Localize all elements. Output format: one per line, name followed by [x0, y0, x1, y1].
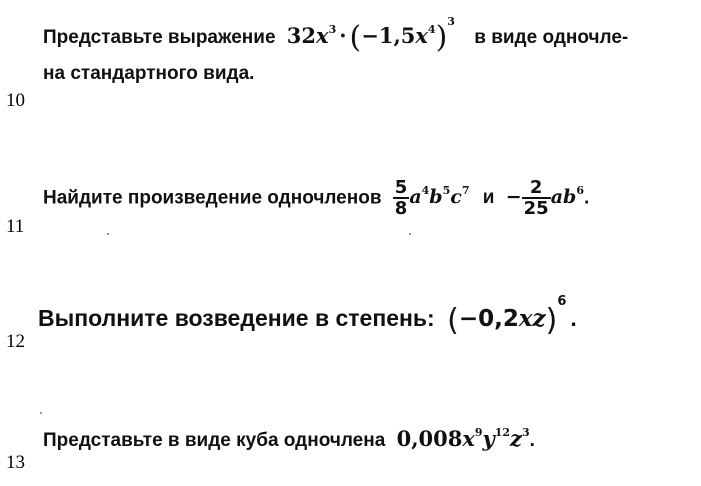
problem-11-conjunction: и	[482, 187, 495, 209]
problem-number-10: 10	[6, 90, 25, 111]
fraction-5-8: $\frac{5}{8}$	[394, 177, 408, 220]
problem-10-expression: $32x^3 \cdot (-1,5x^4)^3$	[286, 15, 455, 55]
problem-12-period: .	[570, 305, 577, 331]
problem-12-text: Выполните возведение в степень:	[38, 305, 435, 331]
problem-11-period: .	[583, 187, 590, 209]
problem-number-12: 12	[6, 331, 25, 352]
problem-10-tail: в виде одночле-	[474, 27, 629, 48]
problem-13-line	[43, 426, 535, 452]
minus-sign: −	[505, 186, 522, 209]
scan-speck	[107, 233, 109, 235]
problem-13-expression: $0,008x^9y^{12}z^3$	[396, 426, 530, 451]
problem-10-line2: на стандартного вида.	[43, 63, 255, 84]
problem-10-text: Представьте выражение	[43, 27, 276, 48]
problem-number-13: 13	[6, 452, 25, 473]
scan-speck	[40, 412, 42, 414]
problem-number-11: 11	[6, 216, 25, 237]
fraction-2-25: $\frac{2}{25}$	[523, 177, 549, 220]
problem-11-monomial-1: $a^4b^5c^7$	[409, 184, 470, 209]
problem-13-text: Представьте в виде куба одночлена	[43, 430, 386, 451]
problem-10-line1	[43, 15, 629, 55]
problem-11-text: Найдите произведение одночленов	[43, 187, 382, 209]
scan-speck	[409, 233, 411, 235]
problem-13-period: .	[529, 430, 535, 451]
problem-12-expression: $(-0,2xz)^6$	[447, 294, 567, 338]
problem-11-monomial-2: $ab^6$	[550, 184, 584, 209]
problem-11-line	[43, 164, 589, 227]
problem-12-line	[38, 294, 577, 338]
